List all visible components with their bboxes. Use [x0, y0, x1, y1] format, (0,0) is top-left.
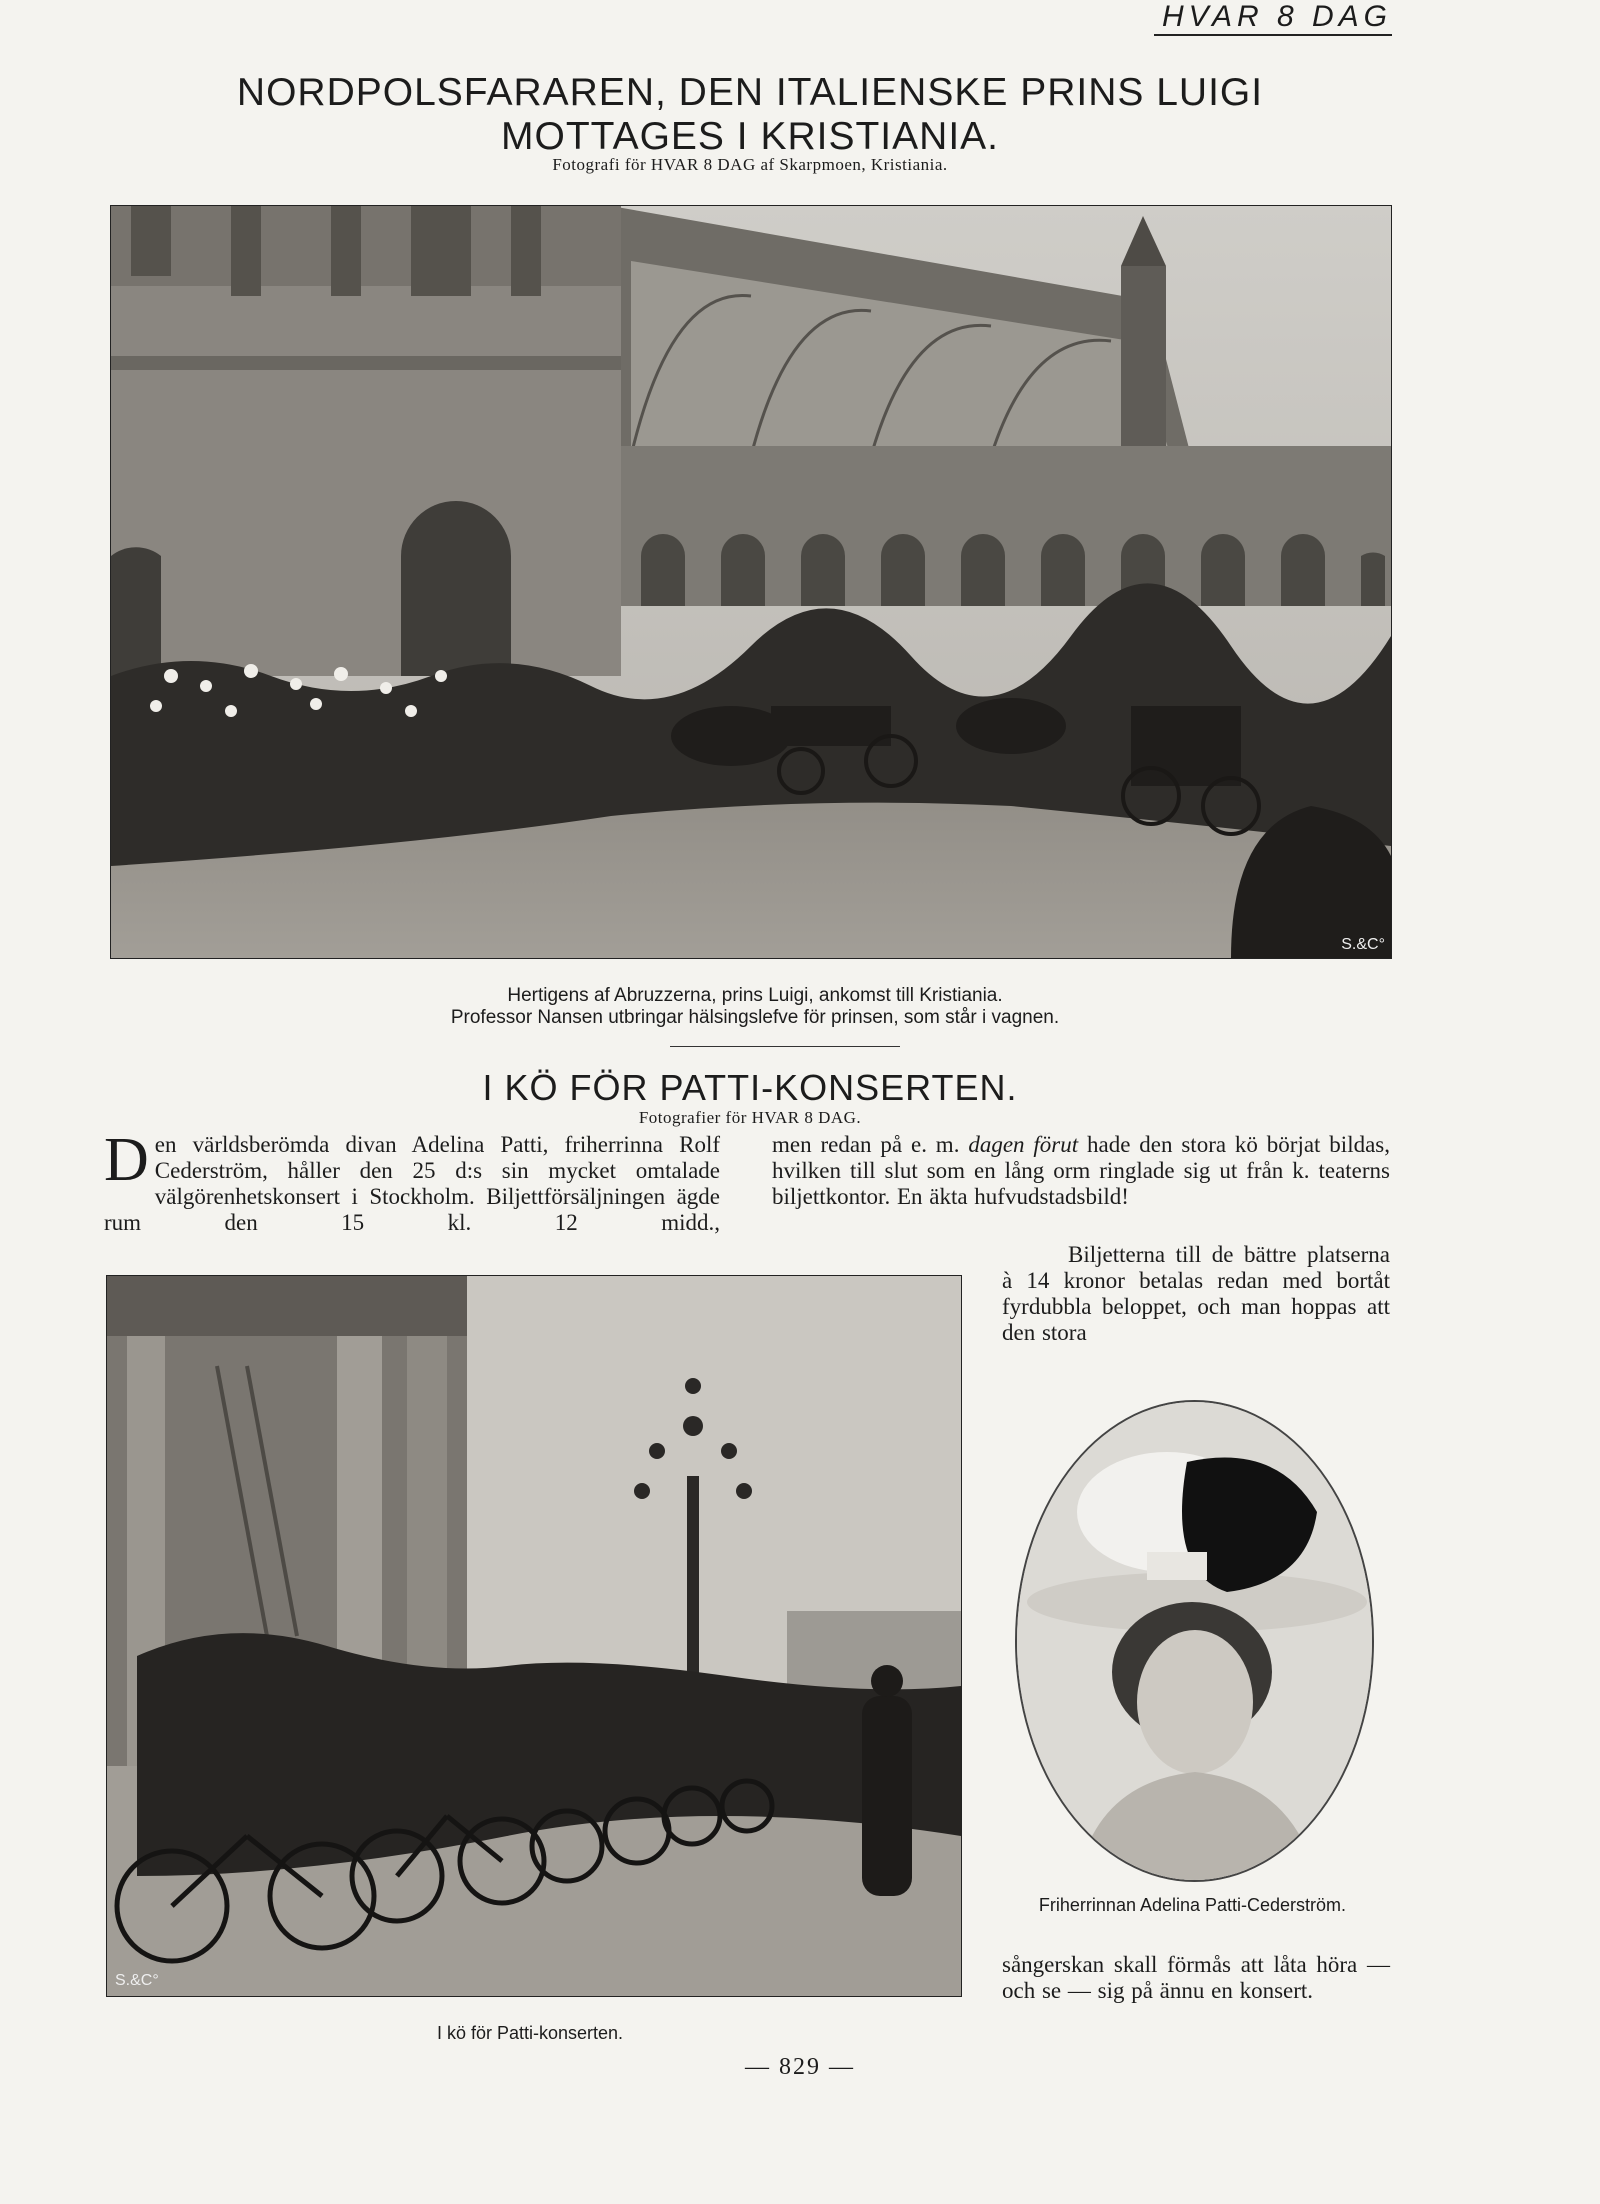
article-column-2: [772, 1132, 1390, 1210]
portrait-illustration: [1017, 1402, 1372, 1880]
article-column-3-end: sångerskan skall förmås att låta höra — och se — sig på ännu en konsert.: [1002, 1952, 1390, 2003]
portrait-caption: Friherrinnan Adelina Patti-Cederström.: [1038, 1895, 1347, 1915]
station-scene-illustration: [111, 206, 1391, 958]
station-arrival-photo: [110, 205, 1392, 959]
patti-portrait: [1015, 1400, 1374, 1882]
magazine-header: HVAR 8 DAG: [1154, 2, 1392, 36]
section-divider: [670, 1046, 900, 1047]
article-column-3: Biljetterna till de bättre platserna à 14 kronor betalas redan med bortåt fyrdubbla beloppet, och man hoppas att den stora: [1002, 1242, 1390, 1345]
photo-studio-mark: S.&C°: [1341, 936, 1385, 953]
queue-photo-caption: I kö för Patti-konserten.: [436, 2023, 624, 2043]
drop-cap: D: [104, 1126, 149, 1194]
photo-credit: Fotografi för HVAR 8 DAG af Skarpmoen, Kristiania.: [552, 155, 948, 174]
photo-caption-line-1: Hertigens af Abruzzerna, prins Luigi, ankomst till Kristiania.: [507, 985, 1003, 1006]
column-2-text-start: men redan på e. m.: [772, 1132, 969, 1157]
page-number: — 829 —: [745, 2054, 855, 2080]
headline-line-2: MOTTAGES I KRISTIANIA.: [501, 115, 999, 158]
section-photo-credit: Fotografier för HVAR 8 DAG.: [638, 1108, 862, 1127]
column-2-italic: dagen förut: [968, 1132, 1079, 1157]
photo-caption-line-2: Professor Nansen utbringar hälsingslefve för prinsen, som står i vagnen.: [450, 1007, 1060, 1028]
queue-photo: [106, 1275, 962, 1997]
column-1-text: en världsberömda divan Adelina Patti, friherrinna Rolf Cederström, håller den 25 d:s sin mycket omtalade välgörenhetskonsert i Stockholm. Biljettförsäljningen ägde rum den 15 kl. 12 midd.,: [104, 1132, 720, 1235]
headline-line-1: NORDPOLSFARAREN, DEN ITALIENSKE PRINS LUIGI: [236, 71, 1264, 114]
article-column-1: [104, 1126, 720, 1242]
column-2-text-end: hade den stora kö börjat bildas, hvilken till slut som en lång orm ringlade sig ut från k. teaterns biljettkontor. En äkta hufvudstadsbild!: [772, 1132, 1390, 1209]
queue-scene-illustration: [107, 1276, 961, 1996]
section-title: I KÖ FÖR PATTI-KONSERTEN.: [482, 1067, 1018, 1108]
queue-photo-studio-mark: S.&C°: [115, 1972, 159, 1989]
